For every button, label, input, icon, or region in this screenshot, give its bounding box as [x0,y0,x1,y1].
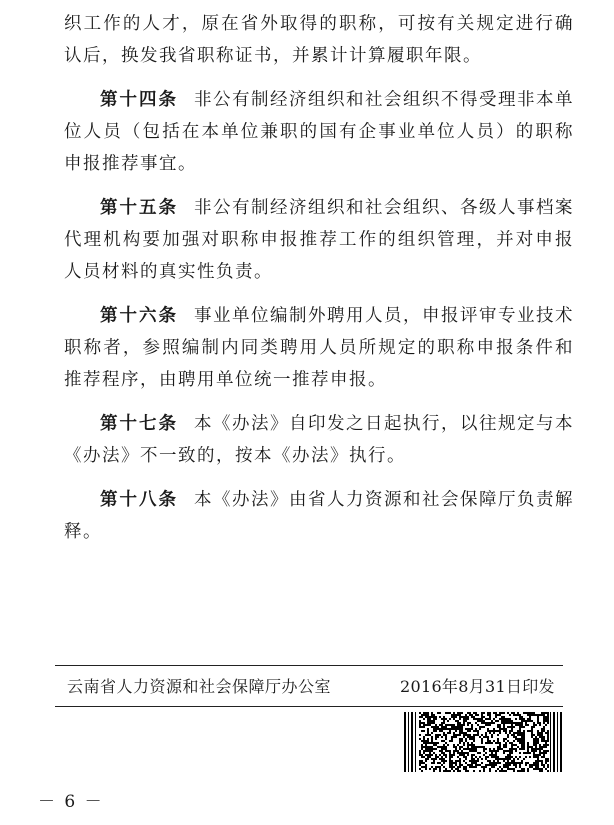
article-18 [64,484,574,548]
article-17 [64,408,574,472]
issuing-office: 云南省人力资源和社会保障厅办公室 [67,677,332,696]
document-body [64,8,574,548]
article-label: 第十八条 [100,490,178,510]
paragraph-text: 织工作的人才，原在省外取得的职称，可按有关规定进行确认后，换发我省职称证书，并累计计算履职年限。 [64,14,574,66]
barcode-icon [404,712,562,772]
article-text: 本《办法》自印发之日起执行，以往规定与本《办法》不一致的，按本《办法》执行。 [64,414,574,466]
article-text: 事业单位编制外聘用人员，申报评审专业技术职称者，参照编制内同类聘用人员所规定的职称申报条件和推荐程序，由聘用单位统一推荐申报。 [64,306,574,390]
article-14 [64,84,574,180]
footer-top-rule [55,665,563,666]
page-number: － 6 － [38,792,104,812]
article-label: 第十七条 [100,414,178,434]
article-text: 本《办法》由省人力资源和社会保障厅负责解释。 [64,490,574,542]
article-label: 第十六条 [100,306,178,326]
paragraph-continuation [64,8,574,72]
article-text: 非公有制经济组织和社会组织、各级人事档案代理机构要加强对职称申报推荐工作的组织管理，并对申报人员材料的真实性负责。 [64,198,574,282]
footer-bottom-rule [55,706,563,707]
article-label: 第十四条 [100,90,178,110]
article-label: 第十五条 [100,198,178,218]
article-16 [64,300,574,396]
article-text: 非公有制经济组织和社会组织不得受理非本单位人员（包括在本单位兼职的国有企事业单位人员）的职称申报推荐事宜。 [64,90,574,174]
article-15 [64,192,574,288]
issue-date: 2016年8月31日印发 [400,677,555,696]
